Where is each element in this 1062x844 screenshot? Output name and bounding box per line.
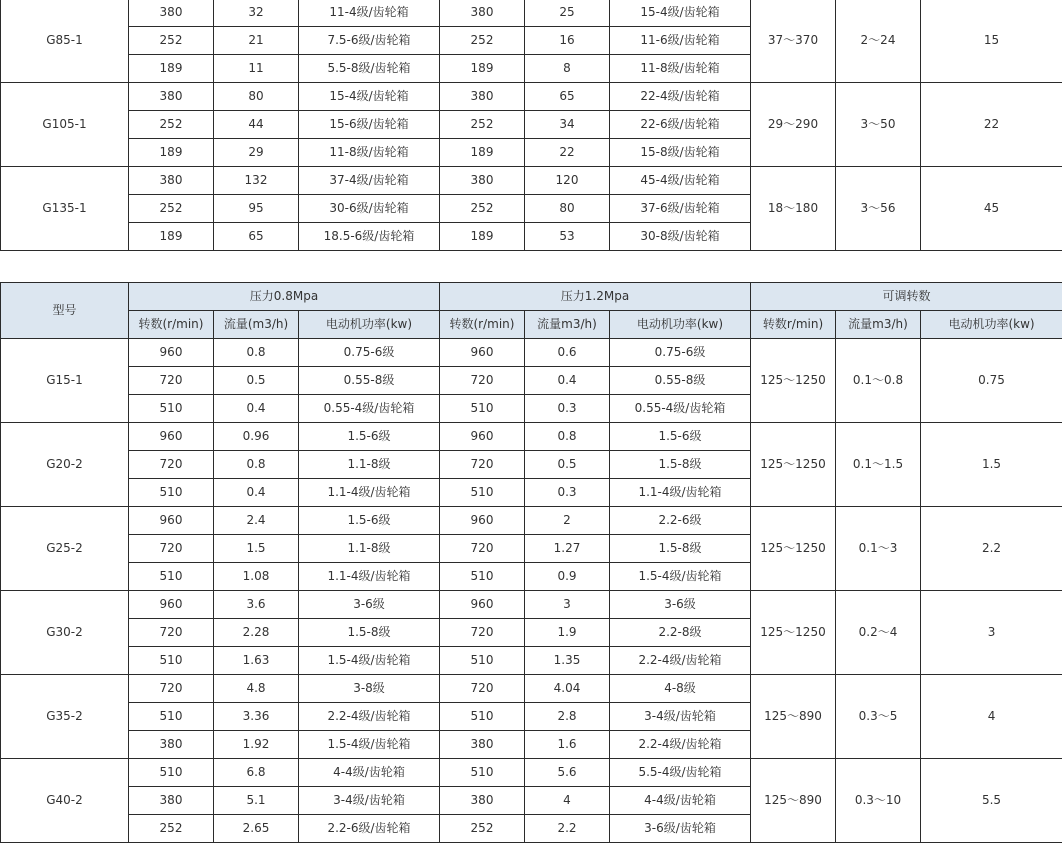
flow-cell: 2 — [525, 507, 610, 535]
motor-cell: 11-6级/齿轮箱 — [610, 27, 751, 55]
speed-cell: 510 — [440, 563, 525, 591]
adjustable-flow-cell: 3～56 — [836, 167, 921, 251]
motor-cell: 15-6级/齿轮箱 — [299, 111, 440, 139]
motor-cell: 11-8级/齿轮箱 — [610, 55, 751, 83]
motor-cell: 30-6级/齿轮箱 — [299, 195, 440, 223]
speed-cell: 189 — [129, 223, 214, 251]
motor-cell: 0.55-4级/齿轮箱 — [299, 395, 440, 423]
table-row — [1, 423, 1062, 451]
speed-cell: 510 — [129, 563, 214, 591]
header-motor-power: 电动机功率(kw) — [299, 311, 440, 339]
speed-cell: 252 — [440, 815, 525, 843]
flow-cell: 0.8 — [525, 423, 610, 451]
speed-cell: 510 — [440, 759, 525, 787]
motor-cell: 37-4级/齿轮箱 — [299, 167, 440, 195]
speed-cell: 380 — [129, 83, 214, 111]
motor-cell: 0.55-8级 — [610, 367, 751, 395]
adjustable-power-cell: 1.5 — [921, 423, 1062, 507]
motor-cell: 7.5-6级/齿轮箱 — [299, 27, 440, 55]
motor-cell: 1.5-8级 — [610, 535, 751, 563]
flow-cell: 25 — [525, 0, 610, 27]
flow-cell: 2.8 — [525, 703, 610, 731]
motor-cell: 5.5-4级/齿轮箱 — [610, 759, 751, 787]
flow-cell: 0.4 — [214, 479, 299, 507]
adjustable-speed-cell: 125～1250 — [751, 507, 836, 591]
motor-cell: 2.2-6级/齿轮箱 — [299, 815, 440, 843]
motor-cell: 4-4级/齿轮箱 — [299, 759, 440, 787]
flow-cell: 65 — [214, 223, 299, 251]
header-model: 型号 — [1, 283, 129, 339]
spec-table-top-body — [1, 0, 1062, 251]
speed-cell: 189 — [129, 139, 214, 167]
speed-cell: 720 — [129, 451, 214, 479]
flow-cell: 0.96 — [214, 423, 299, 451]
motor-cell: 2.2-4级/齿轮箱 — [610, 731, 751, 759]
motor-cell: 2.2-8级 — [610, 619, 751, 647]
flow-cell: 0.9 — [525, 563, 610, 591]
speed-cell: 380 — [440, 167, 525, 195]
flow-cell: 8 — [525, 55, 610, 83]
model-cell: G135-1 — [1, 167, 129, 251]
motor-cell: 18.5-6级/齿轮箱 — [299, 223, 440, 251]
table-row — [1, 507, 1062, 535]
adjustable-speed-cell: 125～890 — [751, 675, 836, 759]
speed-cell: 960 — [440, 507, 525, 535]
motor-cell: 1.1-4级/齿轮箱 — [299, 563, 440, 591]
motor-cell: 3-6级 — [299, 591, 440, 619]
header-motor-power: 电动机功率(kw) — [610, 311, 751, 339]
speed-cell: 720 — [440, 619, 525, 647]
header-pressure-0-8: 压力0.8Mpa — [129, 283, 440, 311]
adjustable-flow-cell: 0.1～0.8 — [836, 339, 921, 423]
flow-cell: 5.6 — [525, 759, 610, 787]
spec-table-bottom — [0, 282, 1062, 843]
flow-cell: 1.92 — [214, 731, 299, 759]
flow-cell: 0.3 — [525, 479, 610, 507]
speed-cell: 510 — [440, 479, 525, 507]
table-row — [1, 83, 1062, 111]
speed-cell: 380 — [129, 787, 214, 815]
adjustable-speed-cell: 29～290 — [751, 83, 836, 167]
model-cell: G30-2 — [1, 591, 129, 675]
flow-cell: 3.36 — [214, 703, 299, 731]
speed-cell: 960 — [129, 591, 214, 619]
adjustable-power-cell: 2.2 — [921, 507, 1062, 591]
model-cell: G25-2 — [1, 507, 129, 591]
table-row — [1, 339, 1062, 367]
speed-cell: 720 — [129, 535, 214, 563]
adjustable-flow-cell: 0.3～5 — [836, 675, 921, 759]
speed-cell: 720 — [440, 451, 525, 479]
header-pressure-1-2: 压力1.2Mpa — [440, 283, 751, 311]
header-flow: 流量m3/h) — [525, 311, 610, 339]
flow-cell: 1.27 — [525, 535, 610, 563]
speed-cell: 252 — [440, 195, 525, 223]
speed-cell: 720 — [129, 619, 214, 647]
adjustable-speed-cell: 125～1250 — [751, 591, 836, 675]
header-flow: 流量m3/h) — [836, 311, 921, 339]
adjustable-power-cell: 15 — [921, 0, 1062, 83]
flow-cell: 0.3 — [525, 395, 610, 423]
motor-cell: 22-4级/齿轮箱 — [610, 83, 751, 111]
motor-cell: 11-8级/齿轮箱 — [299, 139, 440, 167]
flow-cell: 132 — [214, 167, 299, 195]
speed-cell: 960 — [129, 507, 214, 535]
speed-cell: 189 — [129, 55, 214, 83]
adjustable-flow-cell: 0.1～1.5 — [836, 423, 921, 507]
motor-cell: 0.75-6级 — [299, 339, 440, 367]
motor-cell: 2.2-4级/齿轮箱 — [610, 647, 751, 675]
spec-table-bottom-body — [1, 339, 1062, 843]
flow-cell: 0.5 — [214, 367, 299, 395]
speed-cell: 510 — [129, 647, 214, 675]
motor-cell: 1.5-4级/齿轮箱 — [299, 647, 440, 675]
speed-cell: 510 — [129, 479, 214, 507]
motor-cell: 30-8级/齿轮箱 — [610, 223, 751, 251]
flow-cell: 80 — [525, 195, 610, 223]
table-row — [1, 167, 1062, 195]
header-speed: 转数r/min) — [751, 311, 836, 339]
flow-cell: 120 — [525, 167, 610, 195]
speed-cell: 960 — [440, 591, 525, 619]
motor-cell: 1.5-8级 — [610, 451, 751, 479]
motor-cell: 1.5-6级 — [299, 423, 440, 451]
motor-cell: 0.75-6级 — [610, 339, 751, 367]
table-row — [1, 759, 1062, 787]
motor-cell: 3-4级/齿轮箱 — [299, 787, 440, 815]
flow-cell: 0.8 — [214, 451, 299, 479]
flow-cell: 1.63 — [214, 647, 299, 675]
flow-cell: 80 — [214, 83, 299, 111]
header-flow: 流量(m3/h) — [214, 311, 299, 339]
flow-cell: 29 — [214, 139, 299, 167]
adjustable-power-cell: 5.5 — [921, 759, 1062, 843]
flow-cell: 2.4 — [214, 507, 299, 535]
flow-cell: 2.28 — [214, 619, 299, 647]
motor-cell: 1.1-4级/齿轮箱 — [610, 479, 751, 507]
motor-cell: 1.1-4级/齿轮箱 — [299, 479, 440, 507]
adjustable-flow-cell: 3～50 — [836, 83, 921, 167]
speed-cell: 189 — [440, 55, 525, 83]
speed-cell: 252 — [129, 815, 214, 843]
speed-cell: 252 — [440, 27, 525, 55]
speed-cell: 510 — [440, 703, 525, 731]
header-sub-row — [1, 311, 1062, 339]
flow-cell: 0.6 — [525, 339, 610, 367]
flow-cell: 16 — [525, 27, 610, 55]
motor-cell: 2.2-4级/齿轮箱 — [299, 703, 440, 731]
flow-cell: 2.65 — [214, 815, 299, 843]
flow-cell: 3 — [525, 591, 610, 619]
flow-cell: 0.4 — [525, 367, 610, 395]
speed-cell: 960 — [440, 423, 525, 451]
spec-table-header — [1, 283, 1062, 339]
speed-cell: 380 — [129, 167, 214, 195]
speed-cell: 720 — [129, 367, 214, 395]
model-cell: G35-2 — [1, 675, 129, 759]
flow-cell: 1.35 — [525, 647, 610, 675]
speed-cell: 720 — [129, 675, 214, 703]
flow-cell: 0.4 — [214, 395, 299, 423]
motor-cell: 3-8级 — [299, 675, 440, 703]
motor-cell: 1.5-6级 — [610, 423, 751, 451]
header-speed: 转数(r/min) — [440, 311, 525, 339]
flow-cell: 2.2 — [525, 815, 610, 843]
speed-cell: 252 — [129, 111, 214, 139]
spec-table-top — [0, 0, 1062, 251]
adjustable-power-cell: 4 — [921, 675, 1062, 759]
adjustable-speed-cell: 18～180 — [751, 167, 836, 251]
flow-cell: 4.04 — [525, 675, 610, 703]
model-cell: G85-1 — [1, 0, 129, 83]
speed-cell: 510 — [129, 759, 214, 787]
header-group-row — [1, 283, 1062, 311]
motor-cell: 3-6级/齿轮箱 — [610, 815, 751, 843]
motor-cell: 15-8级/齿轮箱 — [610, 139, 751, 167]
motor-cell: 45-4级/齿轮箱 — [610, 167, 751, 195]
adjustable-speed-cell: 125～1250 — [751, 339, 836, 423]
speed-cell: 380 — [440, 0, 525, 27]
speed-cell: 380 — [129, 0, 214, 27]
flow-cell: 32 — [214, 0, 299, 27]
speed-cell: 960 — [129, 339, 214, 367]
speed-cell: 960 — [129, 423, 214, 451]
adjustable-power-cell: 3 — [921, 591, 1062, 675]
model-cell: G105-1 — [1, 83, 129, 167]
adjustable-power-cell: 45 — [921, 167, 1062, 251]
adjustable-speed-cell: 37～370 — [751, 0, 836, 83]
motor-cell: 1.5-4级/齿轮箱 — [299, 731, 440, 759]
motor-cell: 1.5-8级 — [299, 619, 440, 647]
flow-cell: 44 — [214, 111, 299, 139]
adjustable-power-cell: 22 — [921, 83, 1062, 167]
header-adjustable-speed: 可调转数 — [751, 283, 1062, 311]
motor-cell: 3-6级 — [610, 591, 751, 619]
speed-cell: 720 — [440, 367, 525, 395]
speed-cell: 189 — [440, 223, 525, 251]
speed-cell: 510 — [129, 395, 214, 423]
flow-cell: 21 — [214, 27, 299, 55]
speed-cell: 380 — [440, 83, 525, 111]
speed-cell: 510 — [440, 647, 525, 675]
flow-cell: 65 — [525, 83, 610, 111]
motor-cell: 1.1-8级 — [299, 451, 440, 479]
speed-cell: 380 — [440, 787, 525, 815]
flow-cell: 34 — [525, 111, 610, 139]
motor-cell: 2.2-6级 — [610, 507, 751, 535]
flow-cell: 1.6 — [525, 731, 610, 759]
adjustable-speed-cell: 125～890 — [751, 759, 836, 843]
flow-cell: 6.8 — [214, 759, 299, 787]
table-row — [1, 591, 1062, 619]
motor-cell: 1.5-6级 — [299, 507, 440, 535]
motor-cell: 0.55-4级/齿轮箱 — [610, 395, 751, 423]
speed-cell: 252 — [129, 27, 214, 55]
speed-cell: 960 — [440, 339, 525, 367]
adjustable-flow-cell: 0.3～10 — [836, 759, 921, 843]
flow-cell: 3.6 — [214, 591, 299, 619]
flow-cell: 53 — [525, 223, 610, 251]
motor-cell: 37-6级/齿轮箱 — [610, 195, 751, 223]
motor-cell: 1.5-4级/齿轮箱 — [610, 563, 751, 591]
flow-cell: 0.5 — [525, 451, 610, 479]
speed-cell: 189 — [440, 139, 525, 167]
motor-cell: 3-4级/齿轮箱 — [610, 703, 751, 731]
speed-cell: 720 — [440, 535, 525, 563]
motor-cell: 4-4级/齿轮箱 — [610, 787, 751, 815]
flow-cell: 1.08 — [214, 563, 299, 591]
adjustable-speed-cell: 125～1250 — [751, 423, 836, 507]
flow-cell: 4.8 — [214, 675, 299, 703]
motor-cell: 11-4级/齿轮箱 — [299, 0, 440, 27]
flow-cell: 1.5 — [214, 535, 299, 563]
speed-cell: 252 — [440, 111, 525, 139]
flow-cell: 95 — [214, 195, 299, 223]
flow-cell: 5.1 — [214, 787, 299, 815]
model-cell: G20-2 — [1, 423, 129, 507]
model-cell: G40-2 — [1, 759, 129, 843]
adjustable-flow-cell: 2～24 — [836, 0, 921, 83]
flow-cell: 11 — [214, 55, 299, 83]
speed-cell: 252 — [129, 195, 214, 223]
table-row — [1, 675, 1062, 703]
header-motor-power: 电动机功率(kw) — [921, 311, 1062, 339]
speed-cell: 380 — [129, 731, 214, 759]
speed-cell: 720 — [440, 675, 525, 703]
motor-cell: 1.1-8级 — [299, 535, 440, 563]
motor-cell: 22-6级/齿轮箱 — [610, 111, 751, 139]
adjustable-power-cell: 0.75 — [921, 339, 1062, 423]
speed-cell: 510 — [440, 395, 525, 423]
motor-cell: 5.5-8级/齿轮箱 — [299, 55, 440, 83]
adjustable-flow-cell: 0.1～3 — [836, 507, 921, 591]
motor-cell: 15-4级/齿轮箱 — [610, 0, 751, 27]
header-speed: 转数(r/min) — [129, 311, 214, 339]
motor-cell: 15-4级/齿轮箱 — [299, 83, 440, 111]
motor-cell: 4-8级 — [610, 675, 751, 703]
flow-cell: 4 — [525, 787, 610, 815]
model-cell: G15-1 — [1, 339, 129, 423]
motor-cell: 0.55-8级 — [299, 367, 440, 395]
flow-cell: 1.9 — [525, 619, 610, 647]
table-row — [1, 0, 1062, 27]
flow-cell: 0.8 — [214, 339, 299, 367]
flow-cell: 22 — [525, 139, 610, 167]
speed-cell: 510 — [129, 703, 214, 731]
speed-cell: 380 — [440, 731, 525, 759]
adjustable-flow-cell: 0.2～4 — [836, 591, 921, 675]
